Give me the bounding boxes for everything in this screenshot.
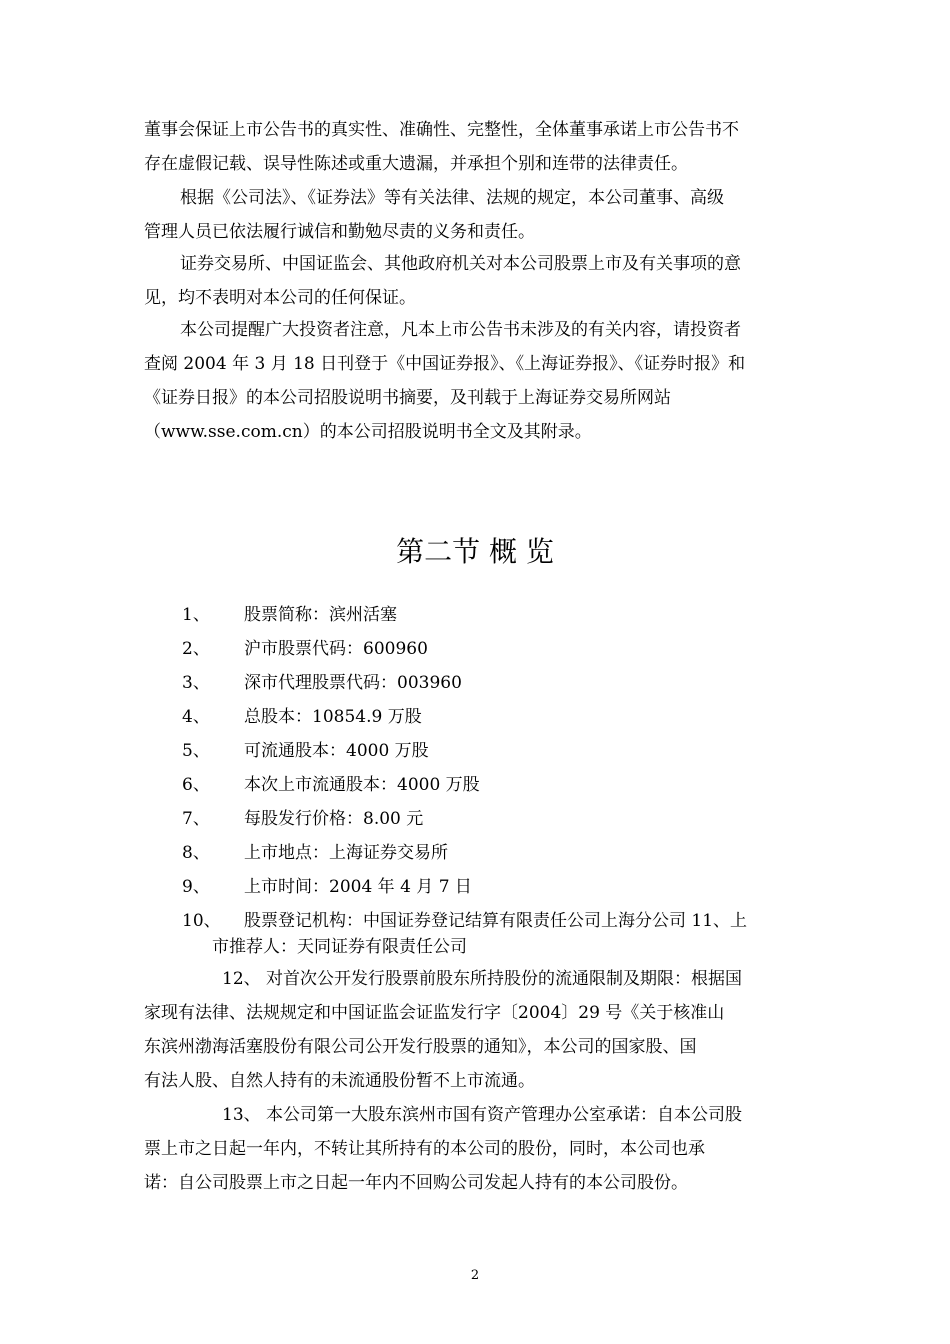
item-number: 10、	[182, 911, 221, 931]
item-10-continuation: 市推荐人：天同证券有限责任公司	[212, 937, 467, 957]
list-item	[182, 836, 448, 870]
text-line: 管理人员已依法履行诚信和勤勉尽责的义务和责任。	[144, 222, 535, 242]
item-text: 每股发行价格：8.00 元	[244, 809, 424, 829]
text-line: 东滨州渤海活塞股份有限公司公开发行股票的通知》，本公司的国家股、国	[144, 1037, 697, 1057]
list-item	[182, 734, 429, 768]
text-line: 董事会保证上市公告书的真实性、准确性、完整性，全体董事承诺上市公告书不	[144, 120, 739, 140]
list-item	[182, 666, 462, 700]
item-number: 3、	[182, 673, 210, 693]
section-title: 第二节 概 览	[396, 535, 554, 568]
list-item	[182, 768, 480, 802]
text-line: 家现有法律、法规规定和中国证监会证监发行字〔2004〕29 号《关于核准山	[144, 1003, 725, 1023]
item-number: 7、	[182, 809, 210, 829]
item-number: 2、	[182, 639, 210, 659]
text-line: 证券交易所、中国证监会、其他政府机关对本公司股票上市及有关事项的意	[180, 254, 741, 274]
text-line: 本公司提醒广大投资者注意，凡本上市公告书未涉及的有关内容，请投资者	[180, 320, 741, 340]
list-item	[182, 632, 428, 666]
item-text: 上市时间：2004 年 4 月 7 日	[244, 877, 472, 897]
item-number: 5、	[182, 741, 210, 761]
text-line: 《证券日报》的本公司招股说明书摘要，及刊载于上海证券交易所网站	[144, 388, 671, 408]
text-line: （www.sse.com.cn）的本公司招股说明书全文及其附录。	[144, 422, 592, 442]
text-line: 根据《公司法》、《证券法》等有关法律、法规的规定，本公司董事、高级	[180, 188, 724, 208]
item-number: 8、	[182, 843, 210, 863]
item-text: 股票简称：滨州活塞	[244, 605, 397, 625]
item-text: 沪市股票代码：600960	[244, 639, 428, 659]
text-line: 查阅 2004 年 3 月 18 日刊登于《中国证券报》、《上海证券报》、《证券时报》和	[144, 354, 746, 374]
list-item	[182, 870, 472, 904]
list-item	[182, 598, 397, 632]
item-text: 可流通股本：4000 万股	[244, 741, 429, 761]
text-line: 存在虚假记载、误导性陈述或重大遗漏，并承担个别和连带的法律责任。	[144, 154, 688, 174]
item-number: 1、	[182, 605, 210, 625]
item-number: 6、	[182, 775, 210, 795]
text-line: 票上市之日起一年内，不转让其所持有的本公司的股份，同时，本公司也承	[144, 1139, 705, 1159]
intro-paragraph-3	[144, 247, 834, 315]
text-line: 12、 对首次公开发行股票前股东所持股份的流通限制及期限：根据国	[222, 969, 743, 989]
intro-paragraph-2	[144, 181, 834, 249]
item-text: 深市代理股票代码：003960	[244, 673, 462, 693]
text-line: 有法人股、自然人持有的未流通股份暂不上市流通。	[144, 1071, 535, 1091]
item-text: 上市地点：上海证券交易所	[244, 843, 448, 863]
item-text: 股票登记机构：中国证券登记结算有限责任公司上海分公司 11、上	[244, 911, 748, 931]
item-12-paragraph	[144, 962, 834, 1098]
intro-paragraph-4	[144, 313, 834, 449]
text-line: 见，均不表明对本公司的任何保证。	[144, 288, 416, 308]
page-number: 2	[470, 1268, 480, 1283]
list-item	[182, 700, 422, 734]
item-text: 总股本：10854.9 万股	[244, 707, 422, 727]
item-text: 本次上市流通股本：4000 万股	[244, 775, 480, 795]
intro-paragraph-1	[144, 113, 834, 181]
item-number: 9、	[182, 877, 210, 897]
text-line: 13、 本公司第一大股东滨州市国有资产管理办公室承诺：自本公司股	[222, 1105, 743, 1125]
item-13-paragraph	[144, 1098, 834, 1200]
list-item	[182, 802, 423, 836]
text-line: 诺：自公司股票上市之日起一年内不回购公司发起人持有的本公司股份。	[144, 1173, 688, 1193]
item-number: 4、	[182, 707, 210, 727]
